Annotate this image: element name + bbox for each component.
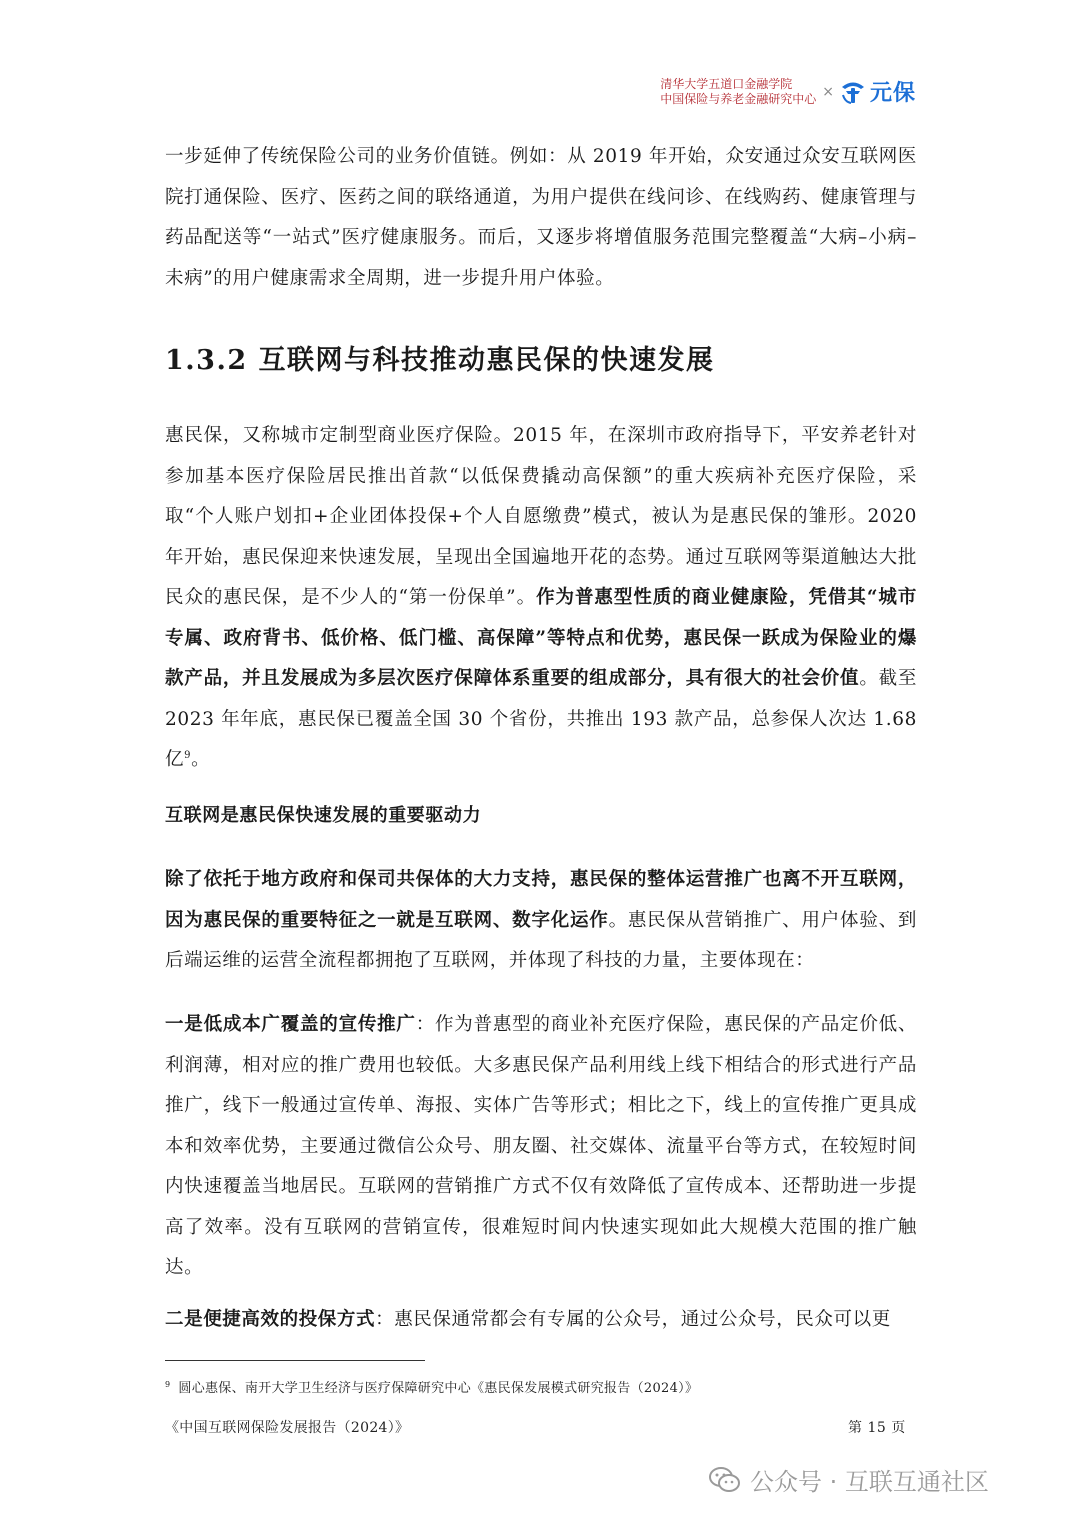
paragraph-1: [165, 137, 917, 299]
footnote-text: 圆心惠保、南开大学卫生经济与医疗保障研究中心《惠民保发展模式研究报告（2024）》: [178, 1381, 699, 1396]
section-title: 1.3.2 互联网与科技推动惠民保的快速发展: [165, 345, 715, 376]
institution-name: [660, 77, 816, 107]
page-number: 第 15 页: [848, 1420, 906, 1436]
footnote-ref: 9: [184, 749, 192, 761]
paragraph-4: [165, 1005, 917, 1289]
paragraph-text-plain: ：作为普惠型的商业补充医疗保险，惠民保的产品定价低、利润薄，相对应的推广费用也较低。大多惠民保产品利用线上线下相结合的形式进行产品推广，线下一般通过宣传单、海报、实体广告等形式；相比之下，线上的宣传推广更具成本和效率优势，主要通过微信公众号、朋友圈、社交媒体、流量平台等方式，在较短时间内快速覆盖当地居民。互联网的营销推广方式不仅有效降低了宣传成本、还帮助进一步提高了效率。没有互联网的营销宣传，很难短时间内快速实现如此大规模大范围的推广触达。: [165, 1014, 917, 1278]
paragraph-text: [165, 860, 917, 982]
paragraph-text-plain: 。: [191, 749, 211, 770]
wechat-icon: [708, 1463, 742, 1497]
paragraph-text-plain: ：惠民保通常都会有专属的公众号，通过公众号，民众可以更: [375, 1309, 891, 1330]
paragraph-text: 一步延伸了传统保险公司的业务价值链。例如：从 2019 年开始，众安通过众安互联网医院打通保险、医疗、医药之间的联络通道，为用户提供在线问诊、在线购药、健康管理与药品配送等“一站式”医疗健康服务。而后，又逐步将增值服务范围完整覆盖“大病–小病–未病”的用户健康需求全周期，进一步提升用户体验。: [165, 146, 917, 289]
watermark: [708, 1462, 989, 1497]
footnote-number: 9: [165, 1379, 171, 1389]
subheading: 互联网是惠民保快速发展的重要驱动力: [165, 805, 482, 826]
brand-name: 元保: [869, 81, 916, 106]
paragraph-text-plain: 。截至 2023 年年底，惠民保已覆盖全国 30 个省份，共推出 193 款产品，总参保人次达 1.68 亿: [165, 668, 917, 770]
footnote: [165, 1377, 698, 1396]
footnote-divider: [165, 1360, 425, 1361]
paragraph-text-bold: 作为普惠型性质的商业健康险，凭借其“城市专属、政府背书、低价格、低门槛、高保障”等特点和优势，惠民保一跃成为保险业的爆款产品，并且发展成为多层次医疗保障体系重要的组成部分，具有很大的社会价值: [165, 587, 917, 689]
paragraph-text: [165, 1300, 917, 1341]
watermark-text: 公众号 · 互联互通社区: [750, 1468, 989, 1496]
paragraph-text-plain: 惠民保，又称城市定制型商业医疗保险。2015 年，在深圳市政府指导下，平安养老针对参加基本医疗保险居民推出首款“以低保费撬动高保额”的重大疾病补充医疗保险，采取“个人账户划扣+企业团体投保+个人自愿缴费”模式，被认为是惠民保的雏形。2020 年开始，惠民保迎来快速发展，呈现出全国遍地开花的态势。通过互联网等渠道触达大批民众的惠民保，是不少人的“第一份保单”。: [165, 425, 917, 608]
paragraph-text-bold: 一是低成本广覆盖的宣传推广: [165, 1014, 416, 1035]
collaboration-mark: ×: [822, 83, 834, 100]
institution-line-2: 中国保险与养老金融研究中心: [660, 91, 817, 106]
brand-logo: [840, 76, 916, 107]
paragraph-text-bold: 二是便捷高效的投保方式: [165, 1309, 376, 1330]
paragraph-text-plain: 。惠民保从营销推广、用户体验、到后端运维的运营全流程都拥抱了互联网，并体现了科技的力量，主要体现在：: [165, 909, 917, 971]
paragraph-2: [165, 416, 917, 781]
paragraph-text: [165, 1005, 917, 1289]
paragraph-3: [165, 860, 917, 982]
page-header: [660, 76, 916, 107]
paragraph-text: [165, 416, 917, 781]
paragraph-text-bold: 除了依托于地方政府和保司共保体的大力支持，惠民保的整体运营推广也离不开互联网，因为惠民保的重要特征之一就是互联网、数字化运作: [165, 869, 917, 931]
paragraph-5: [165, 1300, 917, 1341]
yuanbao-logo-icon: [840, 79, 866, 105]
report-title-footer: 《中国互联网保险发展报告（2024）》: [165, 1420, 410, 1436]
institution-line-1: 清华大学五道口金融学院: [660, 76, 793, 91]
